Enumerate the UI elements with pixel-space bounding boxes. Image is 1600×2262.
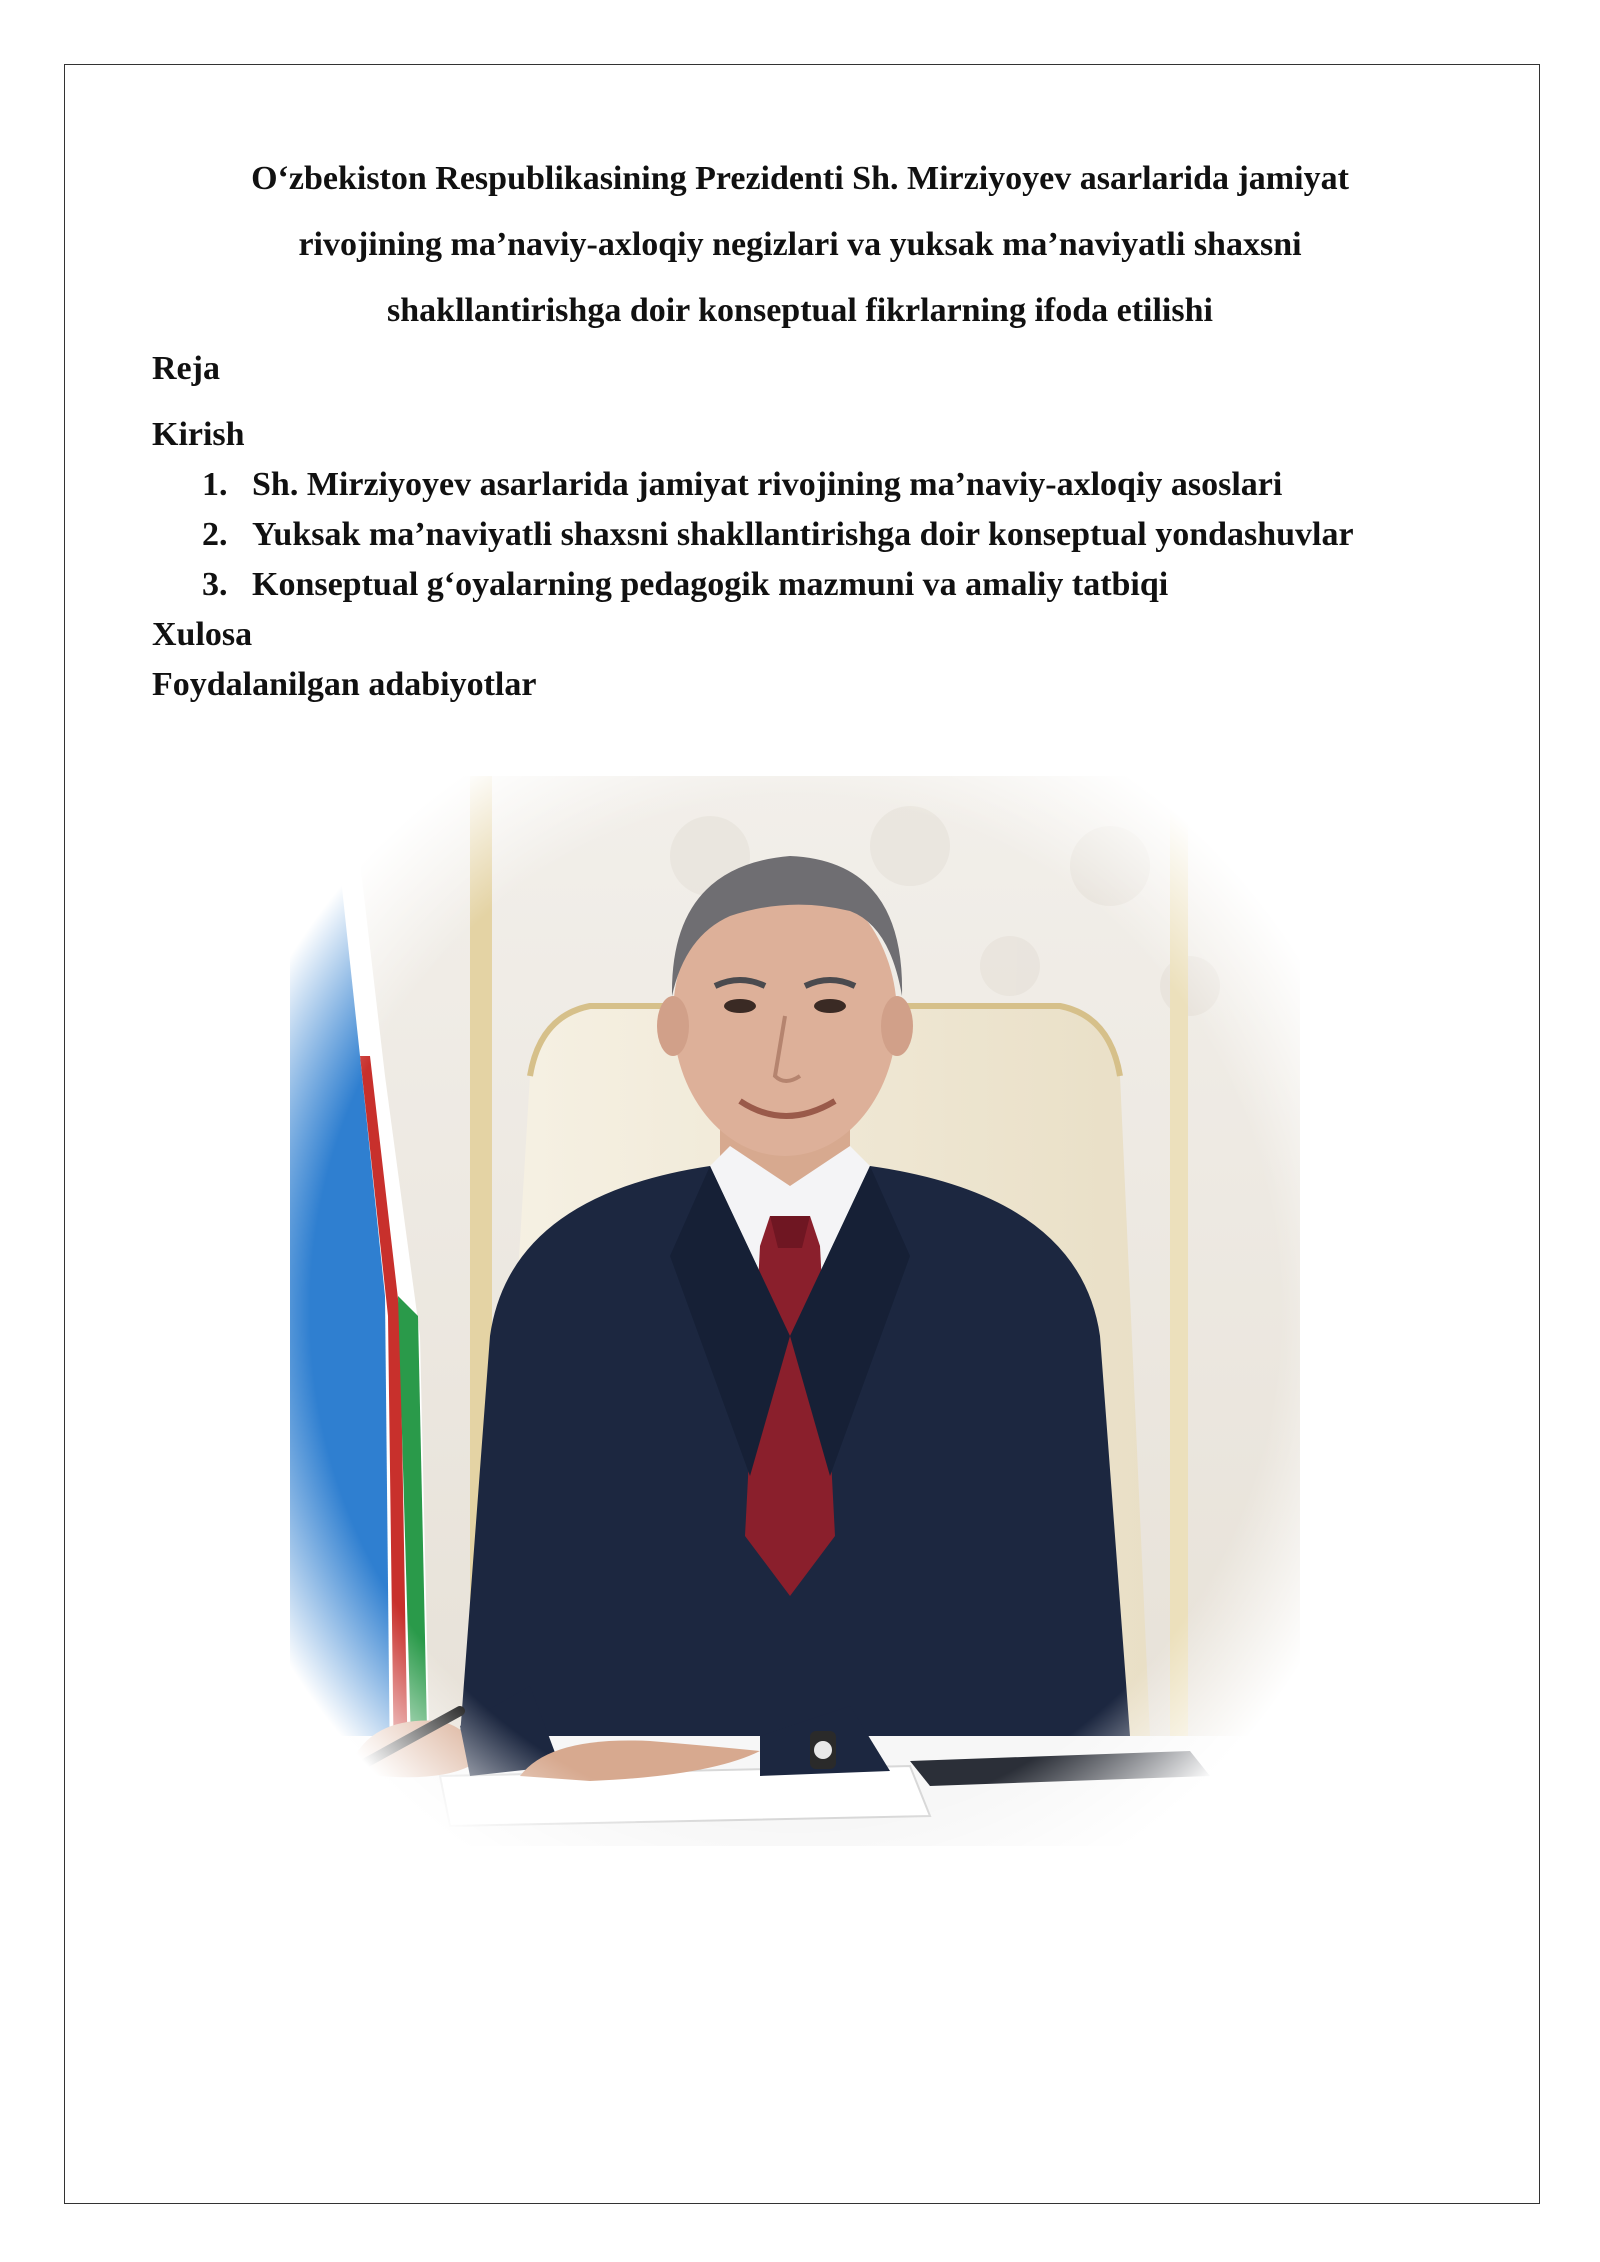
- toc-section-number: 3.: [202, 566, 228, 603]
- toc-section-text: Konseptual g‘oyalarning pedagogik mazmuni va amaliy tatbiqi: [252, 566, 1169, 603]
- toc-section-number: 1.: [202, 466, 228, 503]
- title-line-2: rivojining ma’naviy-axloqiy negizlari va yuksak ma’naviyatli shaxsni: [298, 226, 1302, 263]
- title-line-1: O‘zbekiston Respublikasining Prezidenti Sh. Mirziyoyev asarlarida jamiyat: [251, 160, 1349, 197]
- toc-section-item: [152, 560, 1512, 610]
- portrait-illustration: [290, 776, 1300, 1846]
- table-of-contents: [152, 410, 1512, 710]
- toc-section-text: Sh. Mirziyoyev asarlarida jamiyat rivojining ma’naviy-axloqiy asoslari: [252, 466, 1283, 503]
- toc-conclusion: Xulosa: [152, 616, 253, 653]
- title-line-3: shakllantirishga doir konseptual fikrlarning ifoda etilishi: [387, 292, 1213, 329]
- toc-section-item: [152, 460, 1512, 510]
- toc-section-item: [152, 510, 1512, 560]
- toc-section-text: Yuksak ma’naviyatli shaxsni shakllantirishga doir konseptual yondashuvlar: [252, 516, 1354, 553]
- toc-references: Foydalanilgan adabiyotlar: [152, 666, 537, 703]
- toc-intro: Kirish: [152, 416, 245, 453]
- toc-section-number: 2.: [202, 516, 228, 553]
- portrait-photo: [290, 776, 1300, 1846]
- plan-heading: Reja: [152, 350, 220, 387]
- toc-sections: [152, 460, 1512, 610]
- document-title: [150, 146, 1450, 344]
